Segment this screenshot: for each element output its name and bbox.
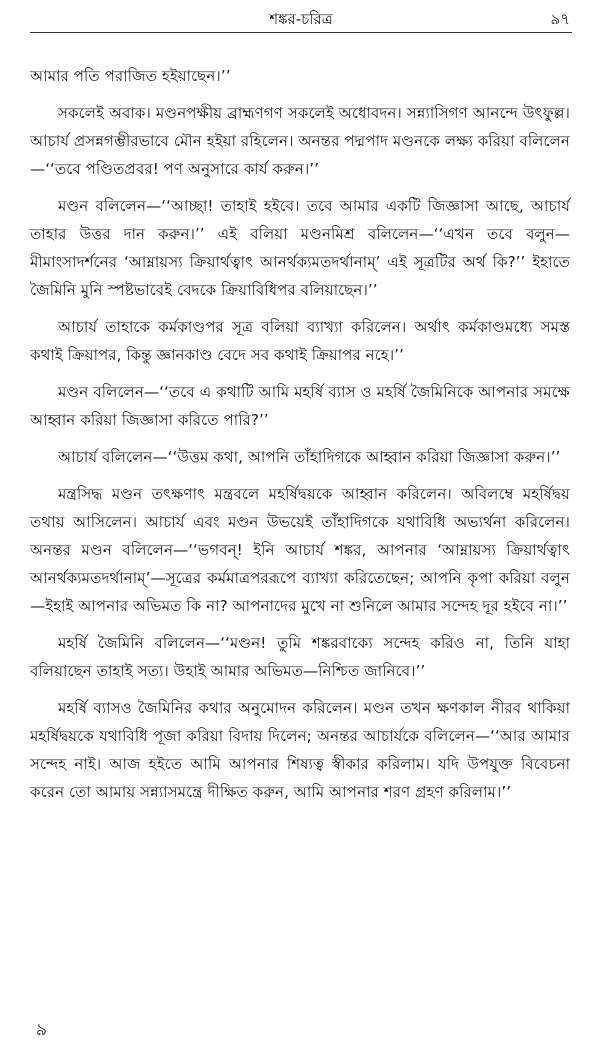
paragraph: সকলেই অবাক। মণ্ডনপক্ষীয় ব্রাহ্মণগণ সকলেই অধোবদন। সন্ন্যাসিগণ আনন্দে উৎফুল্ল। আচার্য প্রসন্নগম্ভীরভাবে মৌন হইয়া রহিলেন। অনন্তর পদ্মপাদ মণ্ডনকে লক্ষ্য করিয়া বলিলেন—‘‘তবে পণ্ডিতপ্রবর! পণ অনুসারে কার্য করুন।’’ — [30, 104, 570, 178]
running-title: শঙ্কর-চরিত্র — [269, 10, 333, 28]
paragraph-continued: আমার পতি পরাজিত হইয়াছেন।’’ — [30, 67, 231, 85]
paragraph: আচার্য বলিলেন—‘‘উত্তম কথা, আপনি তাঁহাদিগকে আহ্বান করিয়া জিজ্ঞাসা করুন।’’ — [58, 448, 561, 466]
paragraph: মহর্ষি ব্যাসও জৈমিনির কথার অনুমোদন করিলেন। মণ্ডন তখন ক্ষণকাল নীরব থাকিয়া মহর্ষিদ্বয়কে যথাবিধি পূজা করিয়া বিদায় দিলেন; অনন্তর আচার্যকে বলিলেন—‘‘আর আমার সন্দেহ নাই। আজ হইতে আমি আপনার শিষ্যত্ব স্বীকার করিলাম। যদি উপযুক্ত বিবেচনা করেন তো আমায় সন্ন্যাসমন্ত্রে দীক্ষিত করুন, আমি আপনার শরণ গ্রহণ করিলাম।’’ — [30, 699, 570, 801]
body-text — [30, 62, 570, 815]
page-number: ৯৭ — [550, 10, 570, 28]
paragraph: মণ্ডন বলিলেন—‘‘তবে এ কথাটি আমি মহর্ষি ব্যাস ও মহর্ষি জৈমিনিকে আপনার সমক্ষে আহ্বান করিয়া জিজ্ঞাসা করিতে পারি?’’ — [30, 383, 570, 429]
paragraph: মহর্ষি জৈমিনি বলিলেন—‘‘মণ্ডন! তুমি শঙ্করবাক্যে সন্দেহ করিও না, তিনি যাহা বলিয়াছেন তাহাই সত্য। উহাই আমার অভিমত—নিশ্চিত জানিবে।’’ — [30, 634, 570, 680]
page-header — [30, 6, 572, 33]
signature-mark: ৯ — [36, 1020, 48, 1040]
paragraph: আচার্য তাহাকে কর্মকাণ্ডপর সূত্র বলিয়া ব্যাখ্যা করিলেন। অর্থাৎ কর্মকাণ্ডমধ্যে সমস্ত কথাই ক্রিয়াপর, কিন্তু জ্ঞানকাণ্ড বেদে সব কথাই ক্রিয়াপর নহে।’’ — [30, 318, 570, 364]
paragraph: মন্ত্রসিদ্ধ মণ্ডন তৎক্ষণাৎ মন্ত্রবলে মহর্ষিদ্বয়কে আহ্বান করিলেন। অবিলম্বে মহর্ষিদ্বয় তথায় আসিলেন। আচার্য এবং মণ্ডন উভয়েই তাঁহাদিগকে যথাবিধি অভ্যর্থনা করিলেন। অনন্তর মণ্ডন বলিলেন—‘‘ভগবন্! ইনি আচার্য শঙ্কর, আপনার ‘আম্নায়স্য ক্রিয়ার্থত্বাৎ আনর্থক্যমতদর্থানাম্’—সূত্রের কর্মমাত্রপররূপে ব্যাখ্যা করিতেছেন; আপনি কৃপা করিয়া বলুন—ইহাই আপনার অভিমত কি না? আপনাদের মুখে না শুনিলে আমার সন্দেহ দূর হইবে না।’’ — [30, 485, 570, 615]
paragraph: মণ্ডন বলিলেন—‘‘আচ্ছা! তাহাই হইবে। তবে আমার একটি জিজ্ঞাসা আছে, আচার্য তাহার উত্তর দান করুন।’’ এই বলিয়া মণ্ডনমিশ্র বলিলেন—‘‘এখন তবে বলুন—মীমাংসাদর্শনের ‘আম্নায়স্য ক্রিয়ার্থত্বাৎ আনর্থক্যমতদর্থানাম্’ এই সূত্রটির অর্থ কি?’’ ইহাতে জৈমিনি মুনি স্পষ্টভাবেই বেদকে ক্রিয়াবিধিপর বলিয়াছেন।’’ — [30, 197, 570, 299]
